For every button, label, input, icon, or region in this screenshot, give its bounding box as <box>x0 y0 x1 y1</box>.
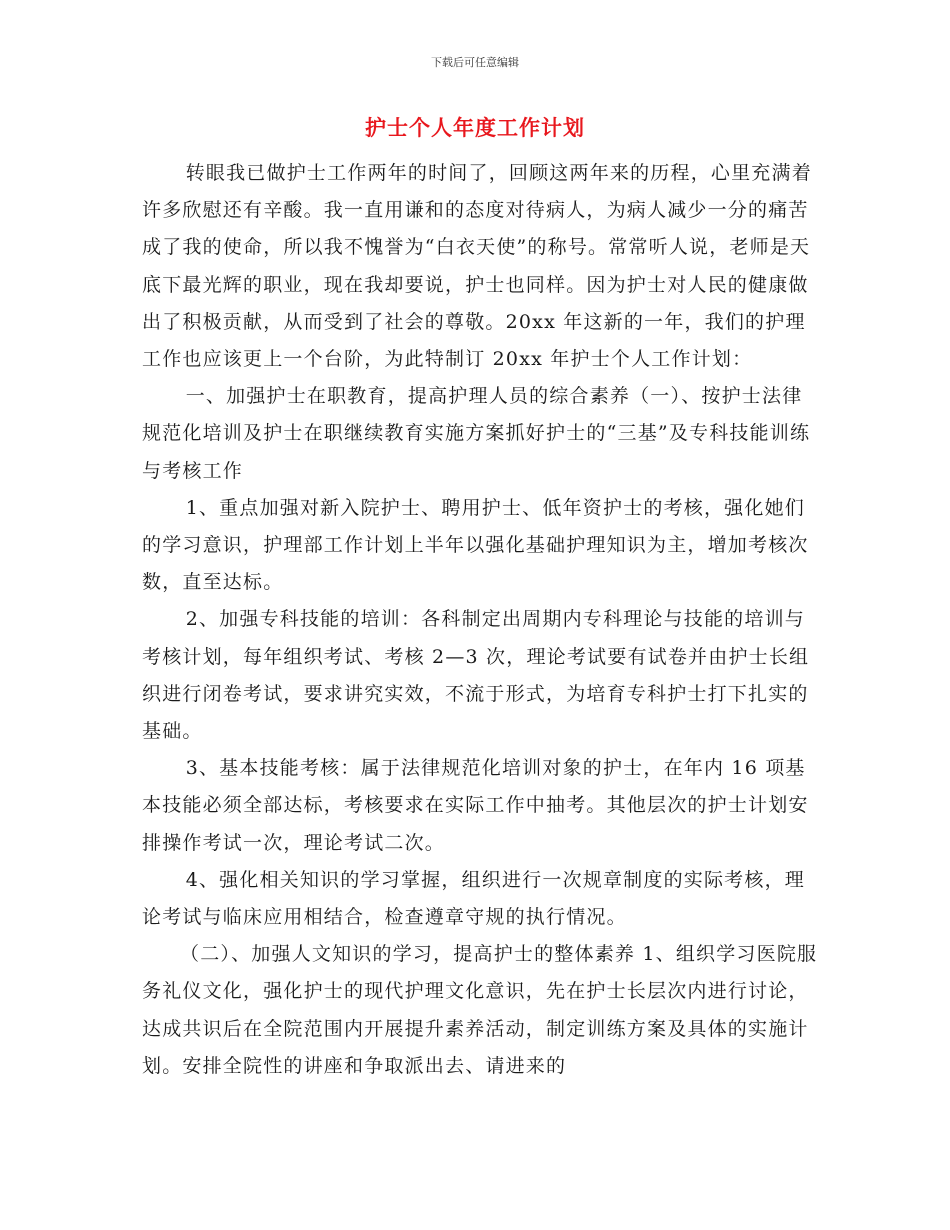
paragraph-item-4: 4、强化相关知识的学习掌握，组织进行一次规章制度的实际考核，理论考试与临床应用相结合，检查遵章守规的执行情况。 <box>142 868 805 929</box>
paragraph-section-2: （二）、加强人文知识的学习，提高护士的整体素养 1、组织学习医院服务礼仪文化，强化护士的现代护理文化意识，先在护士长层次内进行讨论，达成共识后在全院范围内开展提升素养活动，制定训练方案及具体的实施计划。安排全院性的讲座和争取派出去、请进来的 <box>142 943 818 1077</box>
document-title: 护士个人年度工作计划 <box>365 116 585 140</box>
header-note: 下载后可任意编辑 <box>431 56 519 69</box>
paragraph-item-2: 2、加强专科技能的培训：各科制定出周期内专科理论与技能的培训与考核计划，每年组织考试、考核 2—3 次，理论考试要有试卷并由护士长组织进行闭卷考试，要求讲究实效，不流于形式，为培育专科护士打下扎实的基础。 <box>142 608 810 743</box>
document-body <box>142 155 822 1085</box>
paragraph-item-1: 1、重点加强对新入院护士、聘用护士、低年资护士的考核，强化她们的学习意识，护理部工作计划上半年以强化基础护理知识为主，增加考核次数，直至达标。 <box>142 496 809 594</box>
paragraph-intro: 转眼我已做护士工作两年的时间了，回顾这两年来的历程，心里充满着许多欣慰还有辛酸。我一直用谦和的态度对待病人，为病人减少一分的痛苦成了我的使命，所以我不愧誉为“白衣天使”的称号。常常听人说，老师是天底下最光辉的职业，现在我却要说，护士也同样。因为护士对人民的健康做出了积极贡献，从而受到了社会的尊敬。20xx 年这新的一年，我们的护理工作也应该更上一个台阶，为此特制订 20xx 年护士个人工作计划： <box>142 162 812 371</box>
paragraph-section-1: 一、加强护士在职教育，提高护理人员的综合素养（一）、按护士法律规范化培训及护士在职继续教育实施方案抓好护士的“三基”及专科技能训练与考核工作 <box>142 385 811 482</box>
paragraph-item-3: 3、基本技能考核：属于法律规范化培训对象的护士，在年内 16 项基本技能必须全部达标，考核要求在实际工作中抽考。其他层次的护士计划安排操作考试一次，理论考试二次。 <box>142 757 809 854</box>
